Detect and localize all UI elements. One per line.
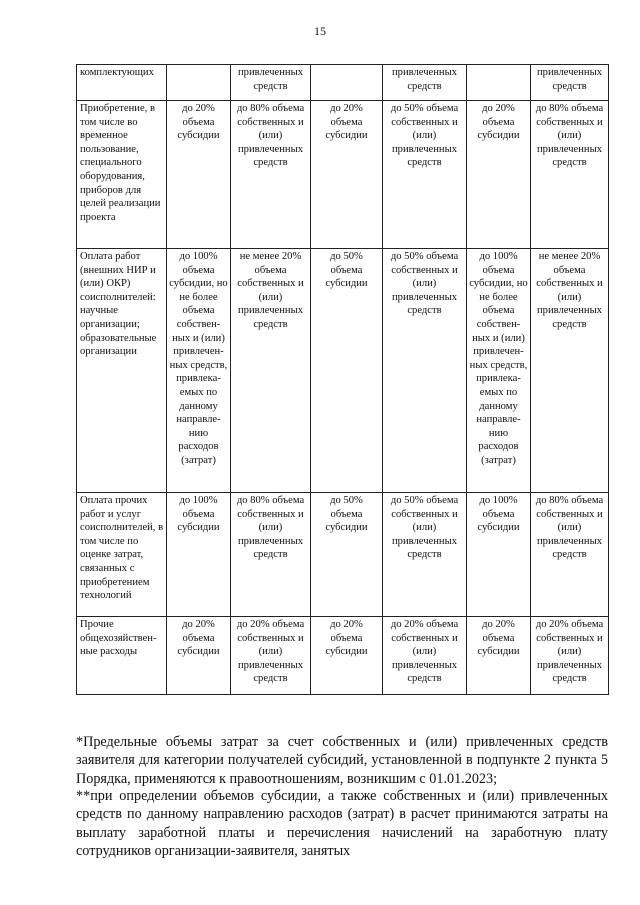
- table-cell: до 20% объема субсидии: [311, 617, 383, 695]
- table-cell: привлеченных средств: [231, 65, 311, 101]
- table-cell: до 20% объема субсидии: [311, 101, 383, 249]
- table-cell: до 20% объема собственных и (или) привлеченных средств: [231, 617, 311, 695]
- table-cell: до 100% объема субсидии: [167, 493, 231, 617]
- table-cell: до 50% объема субсидии: [311, 249, 383, 493]
- table-cell: до 20% объема субсидии: [467, 617, 531, 695]
- table-cell: не менее 20% объема собственных и (или) привлеченных средств: [231, 249, 311, 493]
- page-number: 15: [314, 24, 326, 38]
- expense-limits-table: [76, 64, 609, 695]
- table-cell: до 20% объема субсидии: [467, 101, 531, 249]
- table-row: [77, 101, 609, 249]
- table-cell: до 50% объема субсидии: [311, 493, 383, 617]
- table-row: [77, 249, 609, 493]
- table-cell: до 80% объема собственных и (или) привлеченных средств: [231, 101, 311, 249]
- table-cell: до 50% объема собственных и (или) привлеченных средств: [383, 493, 467, 617]
- table-row: [77, 493, 609, 617]
- table-cell: до 20% объема субсидии: [167, 101, 231, 249]
- table-cell: не менее 20% объема собственных и (или) привлеченных средств: [531, 249, 609, 493]
- table-cell: до 50% объема собственных и (или) привлеченных средств: [383, 101, 467, 249]
- table-row: [77, 65, 609, 101]
- table-cell: Приобретение, в том числе во временное пользование, специального оборудования, приборов для целей реализации проекта: [77, 101, 167, 249]
- table-cell: до 80% объема собственных и (или) привлеченных средств: [231, 493, 311, 617]
- table-cell: Прочие общехозяйствен-ные расходы: [77, 617, 167, 695]
- table-cell: Оплата работ (внешних НИР и (или) ОКР) соисполнителей: научные организации; образовательные организации: [77, 249, 167, 493]
- table-cell: привлеченных средств: [383, 65, 467, 101]
- table-cell: Оплата прочих работ и услуг соисполнителей, в том числе по оценке затрат, связанных с приобретением технологий: [77, 493, 167, 617]
- table-cell: до 20% объема собственных и (или) привлеченных средств: [383, 617, 467, 695]
- table-cell: до 20% объема собственных и (или) привлеченных средств: [531, 617, 609, 695]
- table-cell: до 80% объема собственных и (или) привлеченных средств: [531, 101, 609, 249]
- table-cell: до 100% объема субсидии, но не более объема собствен-ных и (или) привлечен-ных средств, привлека-емых по данному направле-нию расходов (затрат): [167, 249, 231, 493]
- table-cell: до 100% объема субсидии, но не более объема собствен-ных и (или) привлечен-ных средств, привлека-емых по данному направле-нию расходов (затрат): [467, 249, 531, 493]
- table-cell: [167, 65, 231, 101]
- table-cell: [311, 65, 383, 101]
- footnote-salary-costs: **при определении объемов субсидии, а также собственных и (или) привлеченных средств по данному направлению расходов (затрат) в расчет принимаются затраты на выплату заработной платы и перечисления начислений на заработную плату сотрудников организации-заявителя, занятых: [76, 788, 608, 859]
- table-cell: привлеченных средств: [531, 65, 609, 101]
- table-cell: [467, 65, 531, 101]
- table-cell: до 20% объема субсидии: [167, 617, 231, 695]
- table-cell: до 80% объема собственных и (или) привлеченных средств: [531, 493, 609, 617]
- footnote-own-funds-limits: *Предельные объемы затрат за счет собственных и (или) привлеченных средств заявителя для категории получателей субсидий, установленной в подпункте 2 пункта 5 Порядка, применяются к правоотношениям, возникшим с 01.01.2023;: [76, 734, 608, 787]
- table-row: [77, 617, 609, 695]
- table-cell: до 100% объема субсидии: [467, 493, 531, 617]
- table-cell: комплектующих: [77, 65, 167, 101]
- table-cell: до 50% объема собственных и (или) привлеченных средств: [383, 249, 467, 493]
